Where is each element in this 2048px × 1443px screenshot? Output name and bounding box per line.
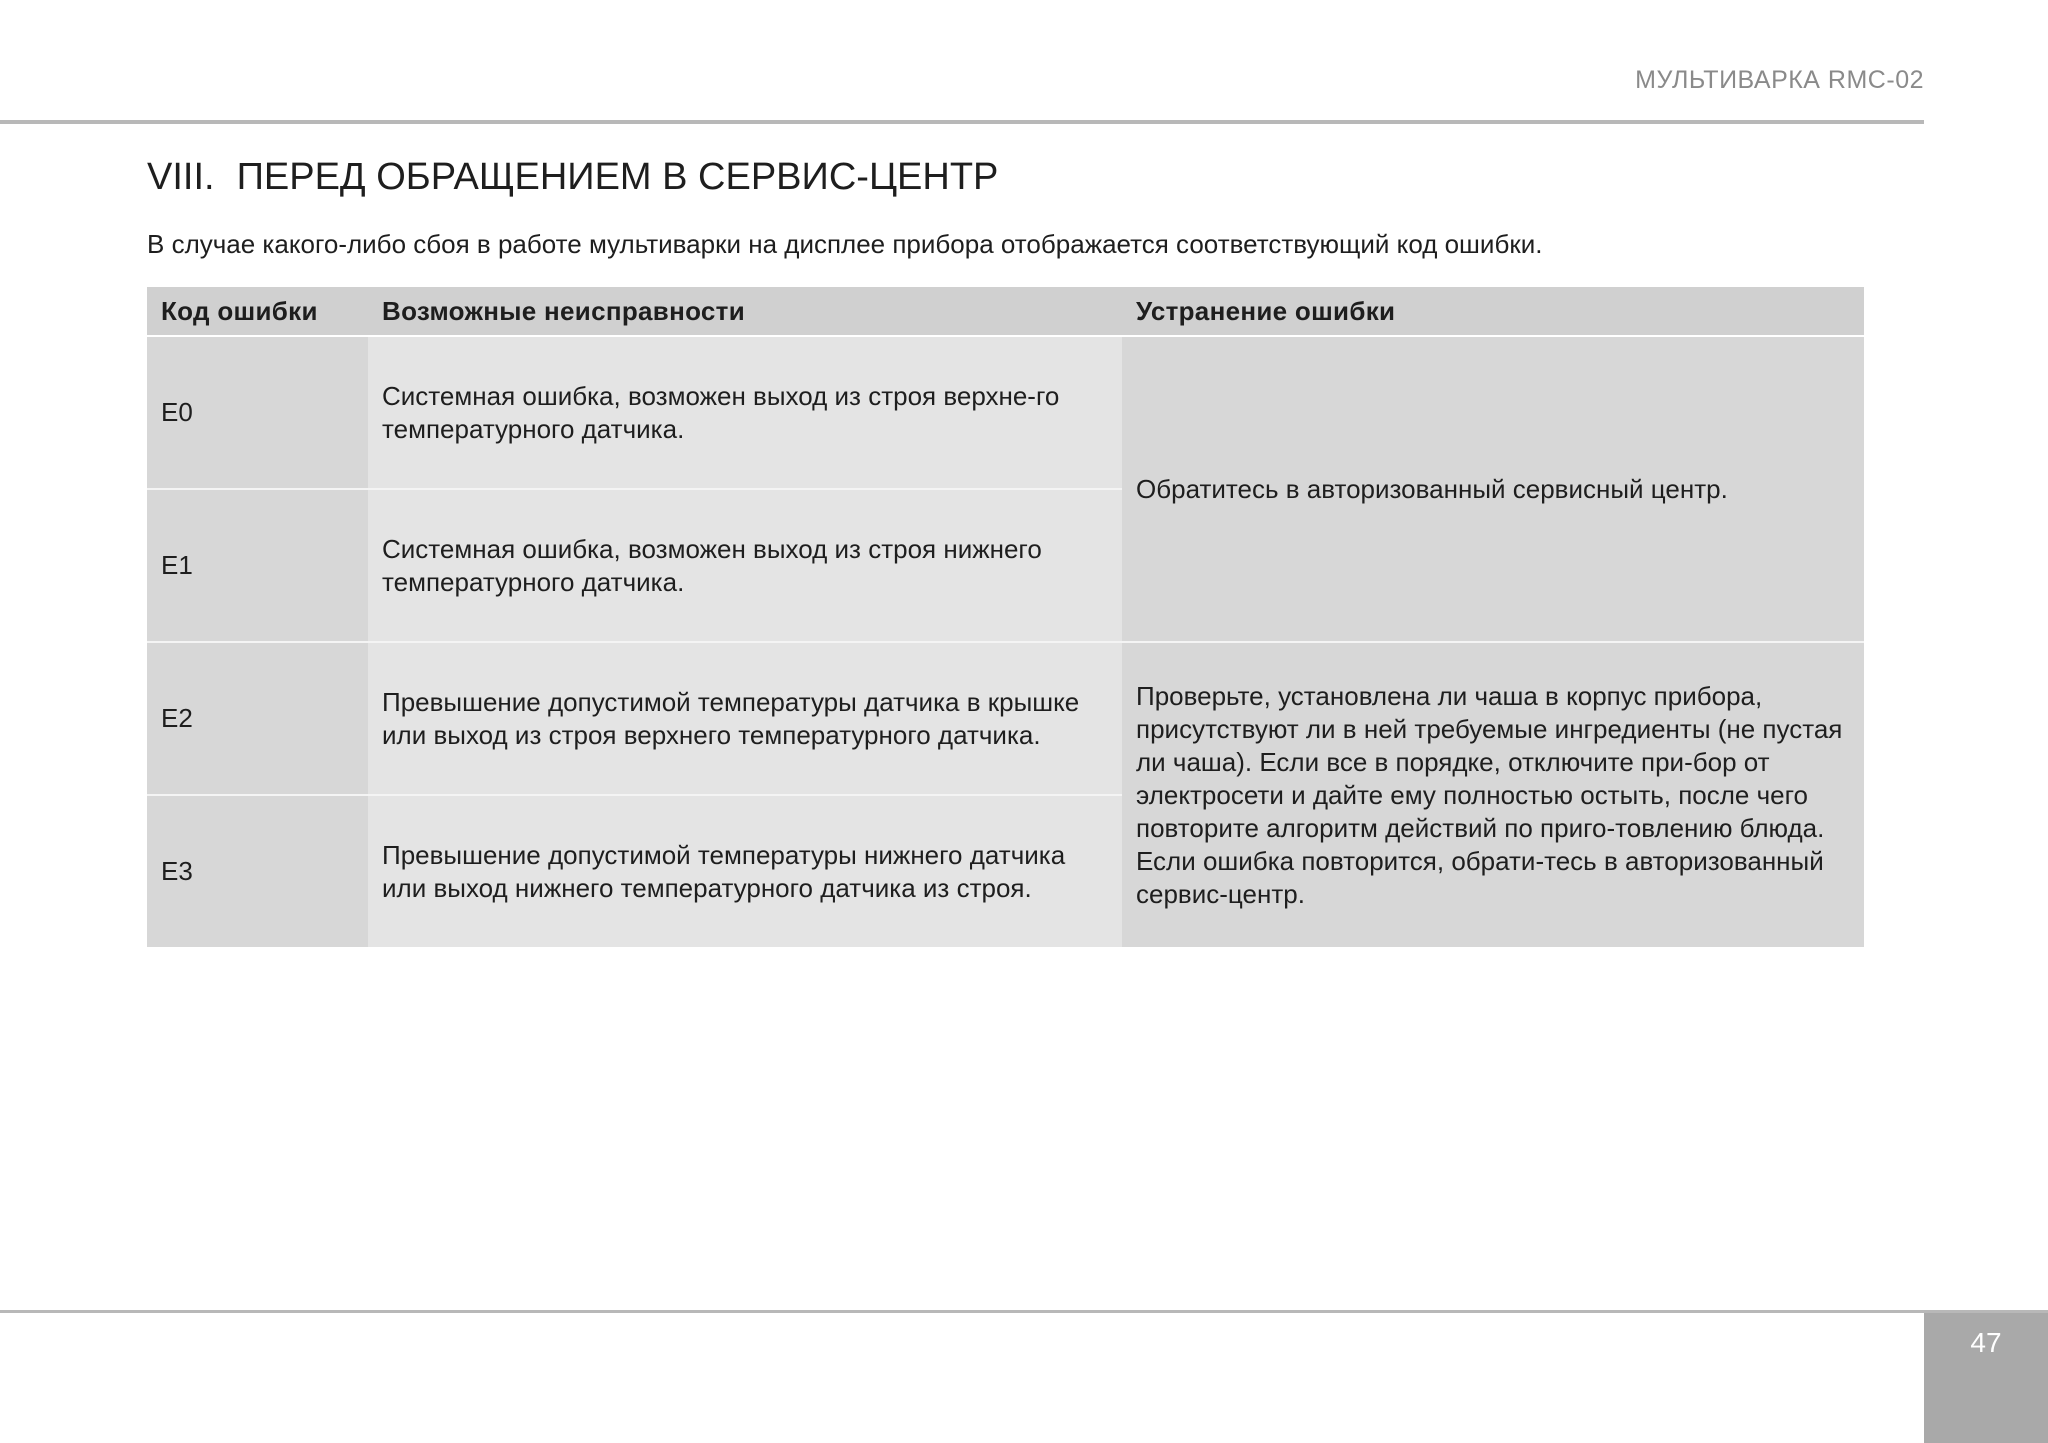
column-header-code: Код ошибки	[147, 287, 368, 336]
table-header-row	[147, 287, 1864, 336]
section-intro: В случае какого-либо сбоя в работе мультиварки на дисплее прибора отображается соответствующий код ошибки.	[147, 229, 1543, 259]
section-title	[147, 156, 998, 199]
error-code: E1	[147, 489, 368, 642]
error-code: E3	[147, 795, 368, 947]
error-codes-table	[147, 287, 1864, 947]
fix-instruction: Проверьте, установлена ли чаша в корпус прибора, присутствуют ли в ней требуемые ингредиенты (не пустая ли чаша). Если все в порядке, отключите при-бор от электросети и дайте ему полностью остыть, после чего повторите алгоритм действий по приго-товлению блюда. Если ошибка повторится, обрати-тесь в авторизованный сервис-центр.	[1122, 642, 1864, 947]
fault-description: Превышение допустимой температуры нижнего датчика или выход нижнего температурного датчика из строя.	[368, 795, 1122, 947]
error-code: E0	[147, 336, 368, 489]
running-header: МУЛЬТИВАРКА RMC-02	[1635, 66, 1924, 94]
fault-description: Превышение допустимой температуры датчика в крышке или выход из строя верхнего температурного датчика.	[368, 642, 1122, 795]
section-number: VIII.	[147, 156, 215, 198]
fault-description: Системная ошибка, возможен выход из строя нижнего температурного датчика.	[368, 489, 1122, 642]
fix-instruction: Обратитесь в авторизованный сервисный центр.	[1122, 336, 1864, 642]
error-code: E2	[147, 642, 368, 795]
column-header-fault: Возможные неисправности	[368, 287, 1122, 336]
table-row	[147, 642, 1864, 795]
page-number: 47	[1970, 1327, 2002, 1358]
table-row	[147, 336, 1864, 489]
column-header-fix: Устранение ошибки	[1122, 287, 1864, 336]
footer-divider	[0, 1310, 2048, 1313]
fault-description: Системная ошибка, возможен выход из строя верхне-го температурного датчика.	[368, 336, 1122, 489]
section-title-text: ПЕРЕД ОБРАЩЕНИЕМ В СЕРВИС-ЦЕНТР	[236, 156, 999, 198]
header-divider	[0, 120, 1924, 124]
